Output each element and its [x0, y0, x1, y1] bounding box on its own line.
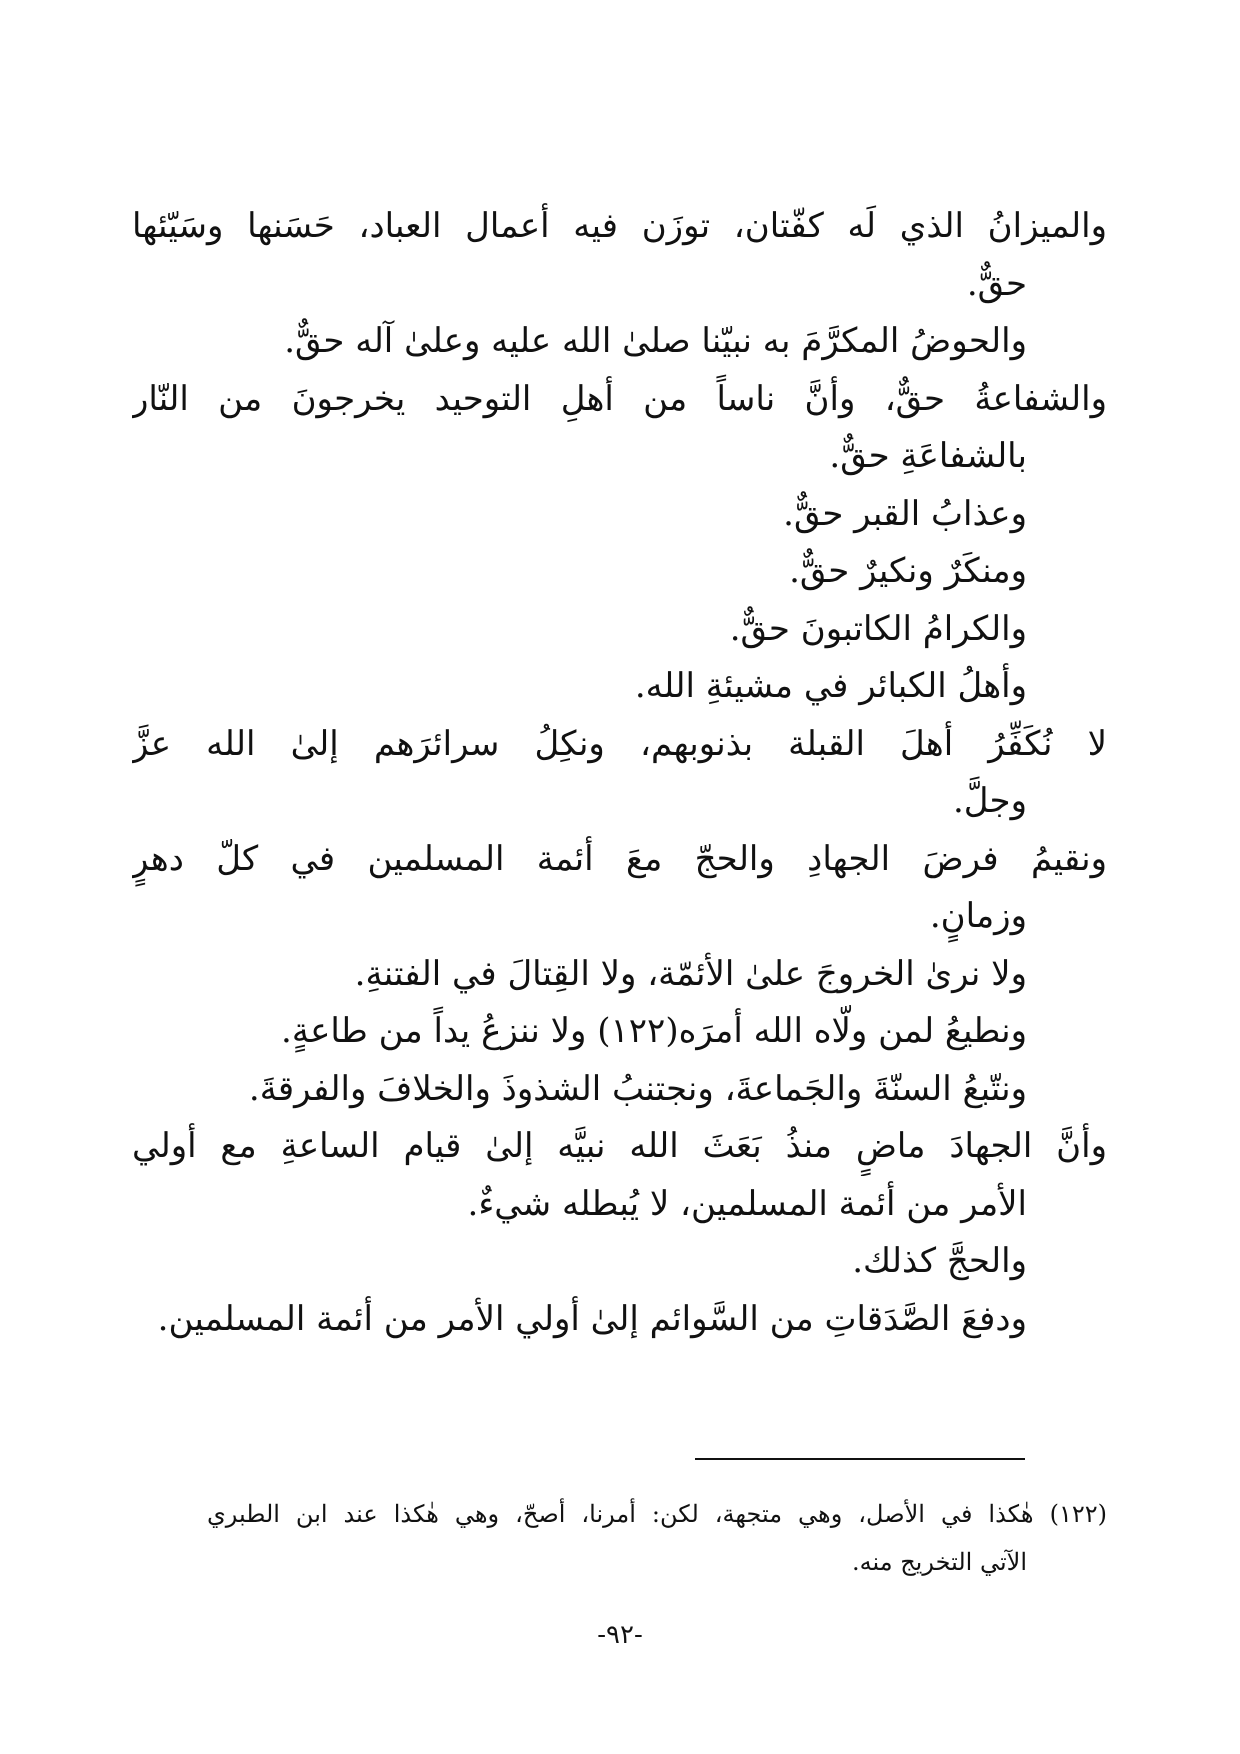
- main-text: [132, 198, 1107, 1348]
- text-line: وجلَّ.: [953, 781, 1027, 821]
- text-line: ومنكَرٌ ونكيرٌ حقٌّ.: [789, 551, 1027, 591]
- text-line: ولا نرىٰ الخروجَ علىٰ الأئمّة، ولا القِتالَ في الفتنةِ.: [354, 953, 1027, 994]
- text-line: والشفاعةُ حقٌّ، وأنَّ ناساً من أهلِ التوحيد يخرجونَ من النّار: [132, 378, 1107, 419]
- text-line: ونطيعُ لمن ولّاه الله أمرَه(١٢٢) ولا ننزعُ يداً من طاعةٍ.: [281, 1011, 1027, 1051]
- text-line: وزمانٍ.: [929, 896, 1027, 936]
- text-line: ودفعَ الصَّدَقاتِ من السَّوائم إلىٰ أولي الأمر من أئمة المسلمين.: [157, 1298, 1027, 1339]
- text-line: والكرامُ الكاتبونَ حقٌّ.: [729, 608, 1027, 649]
- footnote: [127, 1490, 1107, 1586]
- text-line: الأمر من أئمة المسلمين، لا يُبطله شيءٌ.: [467, 1183, 1027, 1224]
- text-line: والحجَّ كذلك.: [852, 1241, 1027, 1281]
- text-line: وأهلُ الكبائر في مشيئةِ الله.: [634, 666, 1027, 706]
- text-line: وأنَّ الجهادَ ماضٍ منذُ بَعَثَ الله نبيَّه إلىٰ قيام الساعةِ مع أولي: [132, 1126, 1107, 1166]
- text-line: حقٌّ.: [966, 263, 1027, 304]
- text-line: بالشفاعَةِ حقٌّ.: [829, 436, 1027, 476]
- footnote-divider: [695, 1458, 1025, 1460]
- text-line: وعذابُ القبر حقٌّ.: [783, 493, 1027, 534]
- footnote-line: الآتي التخريج منه.: [851, 1548, 1027, 1576]
- page-number: -٩٢-: [597, 1620, 643, 1650]
- text-line: ونتّبعُ السنّةَ والجَماعةَ، ونجتنبُ الشذوذَ والخلافَ والفرقةَ.: [248, 1068, 1027, 1109]
- text-line: ونقيمُ فرضَ الجهادِ والحجّ معَ أئمة المسلمين في كلّ دهرٍ: [132, 838, 1107, 879]
- text-line: والحوضُ المكرَّمَ به نبيّنا صلىٰ الله عليه وعلىٰ آله حقٌّ.: [284, 321, 1027, 361]
- text-line: والميزانُ الذي لَه كفّتان، توزَن فيه أعمال العباد، حَسَنها وسَيّئها: [132, 206, 1107, 246]
- text-line: لا نُكَفِّرُ أهلَ القبلة بذنوبهم، ونكِلُ سرائرَهم إلىٰ الله عزَّ: [132, 723, 1107, 764]
- footnote-line: (١٢٢) هٰكذا في الأصل، وهي متجهة، لكن: أمرنا، أصحّ، وهي هٰكذا عند ابن الطبري: [207, 1500, 1107, 1528]
